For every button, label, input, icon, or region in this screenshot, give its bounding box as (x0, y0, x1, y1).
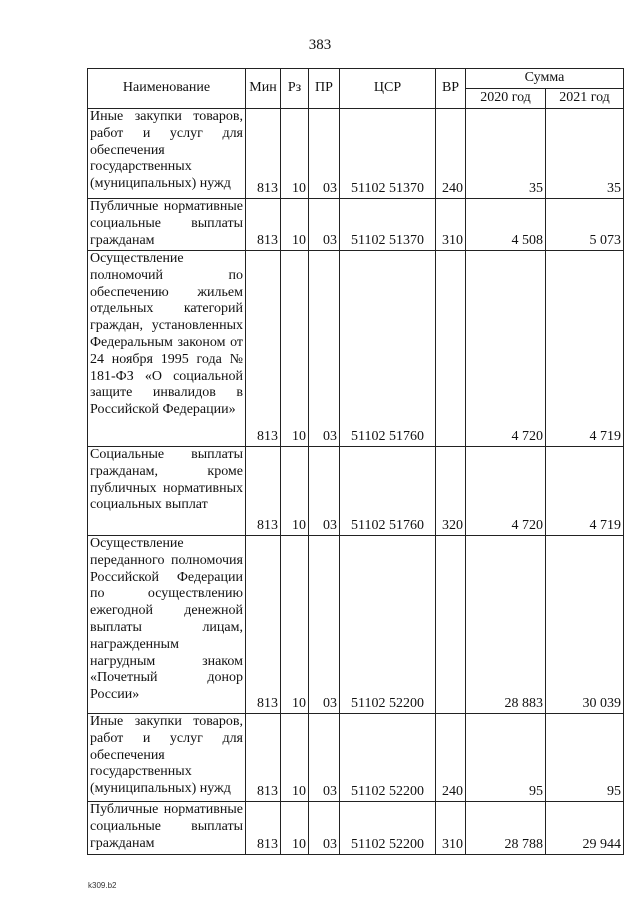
row-2021: 35 (546, 109, 624, 199)
row-2021: 5 073 (546, 199, 624, 251)
table-row (88, 199, 624, 251)
row-rz: 10 (281, 199, 309, 251)
row-pr: 03 (309, 447, 340, 536)
header-year-2020: 2020 год (466, 89, 546, 109)
table-row (88, 251, 624, 447)
row-vr (436, 251, 466, 447)
row-2020: 95 (466, 714, 546, 802)
row-csr: 51102 51760 (340, 447, 436, 536)
row-2021: 95 (546, 714, 624, 802)
row-2021: 4 719 (546, 251, 624, 447)
header-csr: ЦСР (340, 69, 436, 109)
row-rz: 10 (281, 802, 309, 855)
row-csr: 51102 52200 (340, 536, 436, 714)
footer-code: k309.b2 (88, 881, 117, 890)
row-csr: 51102 52200 (340, 714, 436, 802)
row-vr (436, 536, 466, 714)
row-vr: 320 (436, 447, 466, 536)
row-csr: 51102 51760 (340, 251, 436, 447)
row-2020: 35 (466, 109, 546, 199)
header-rz: Рз (281, 69, 309, 109)
row-pr: 03 (309, 251, 340, 447)
row-csr: 51102 51370 (340, 109, 436, 199)
row-name: Осуществление переданного полномочия Российской Федерации по осуществлению ежегодной денежной выплаты лицам, награжденным нагрудным знаком «Почетный донор России» (88, 536, 246, 714)
row-name: Иные закупки товаров, работ и услуг для обеспечения государственных (муниципальных) нужд (88, 109, 246, 199)
row-2020: 28 788 (466, 802, 546, 855)
row-2020: 4 720 (466, 251, 546, 447)
row-rz: 10 (281, 447, 309, 536)
row-2021: 30 039 (546, 536, 624, 714)
header-min: Мин (246, 69, 281, 109)
row-pr: 03 (309, 109, 340, 199)
table-row (88, 714, 624, 802)
row-min: 813 (246, 714, 281, 802)
table-row (88, 109, 624, 199)
row-2020: 4 720 (466, 447, 546, 536)
row-name: Социальные выплаты гражданам, кроме публичных нормативных социальных выплат (88, 447, 246, 536)
header-year-2021: 2021 год (546, 89, 624, 109)
row-pr: 03 (309, 536, 340, 714)
row-min: 813 (246, 447, 281, 536)
row-2021: 29 944 (546, 802, 624, 855)
row-vr: 240 (436, 714, 466, 802)
header-vr: ВР (436, 69, 466, 109)
row-2020: 28 883 (466, 536, 546, 714)
row-name: Осуществление полномочий по обеспечению жильем отдельных категорий граждан, установленных Федеральным законом от 24 ноября 1995 года № 181-ФЗ «О социальной защите инвалидов в Российской Федерации» (88, 251, 246, 447)
row-rz: 10 (281, 251, 309, 447)
row-csr: 51102 52200 (340, 802, 436, 855)
row-vr: 240 (436, 109, 466, 199)
row-rz: 10 (281, 109, 309, 199)
row-pr: 03 (309, 714, 340, 802)
page-number: 383 (308, 37, 332, 53)
row-name: Иные закупки товаров, работ и услуг для обеспечения государственных (муниципальных) нужд (88, 714, 246, 802)
header-sum: Сумма (466, 69, 624, 89)
row-2021: 4 719 (546, 447, 624, 536)
row-pr: 03 (309, 199, 340, 251)
table-row (88, 536, 624, 714)
row-min: 813 (246, 802, 281, 855)
row-rz: 10 (281, 536, 309, 714)
budget-table (87, 68, 624, 855)
row-min: 813 (246, 251, 281, 447)
table-row (88, 447, 624, 536)
row-name: Публичные нормативные социальные выплаты гражданам (88, 802, 246, 855)
table-row (88, 802, 624, 855)
row-min: 813 (246, 536, 281, 714)
row-pr: 03 (309, 802, 340, 855)
header-name: Наименование (88, 69, 246, 109)
row-rz: 10 (281, 714, 309, 802)
row-name: Публичные нормативные социальные выплаты гражданам (88, 199, 246, 251)
row-vr: 310 (436, 199, 466, 251)
row-vr: 310 (436, 802, 466, 855)
row-2020: 4 508 (466, 199, 546, 251)
row-min: 813 (246, 109, 281, 199)
row-csr: 51102 51370 (340, 199, 436, 251)
header-pr: ПР (309, 69, 340, 109)
row-min: 813 (246, 199, 281, 251)
